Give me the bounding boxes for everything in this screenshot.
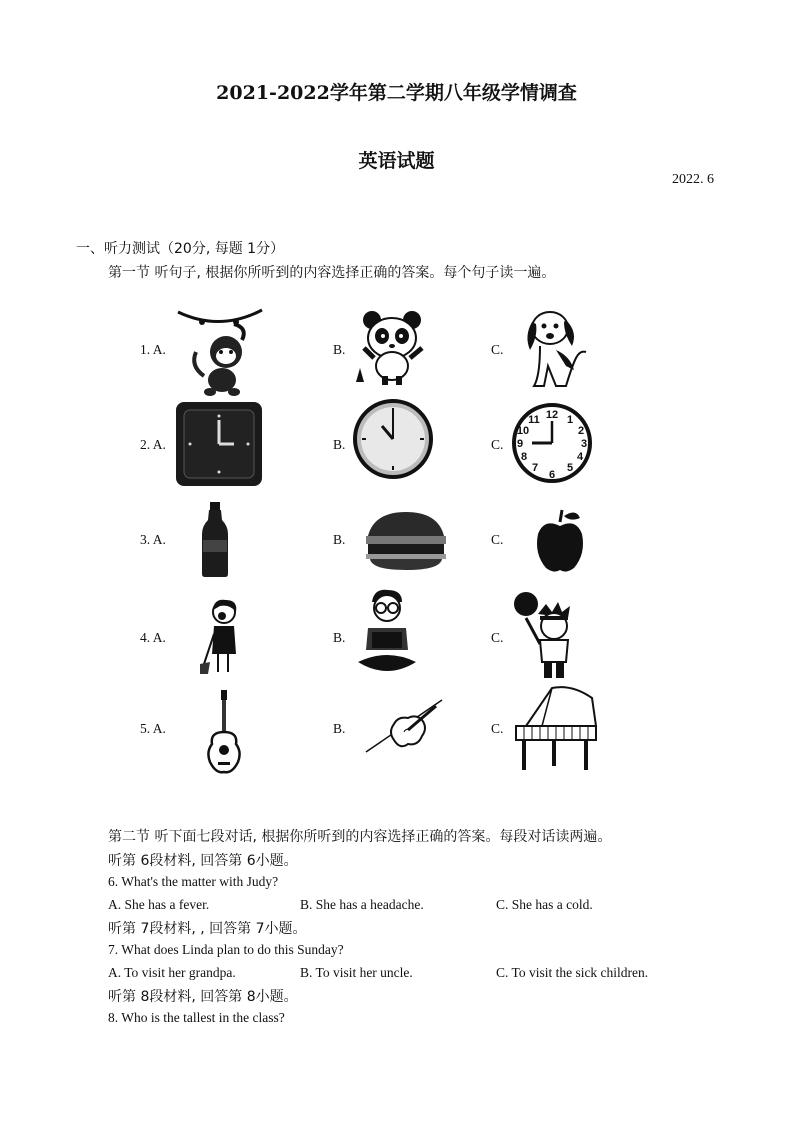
section1-instructions: 第一节 听句子, 根据你所听到的内容选择正确的答案。每个句子读一遍。 [108, 265, 556, 281]
row3-label-c: C. [491, 532, 504, 547]
row1-label-c: C. [491, 342, 504, 357]
row3-label-a: 3. A. [140, 532, 166, 547]
q6-option-b: B. She has a headache. [300, 897, 424, 912]
row4-label-c: C. [491, 630, 504, 645]
svg-text:12: 12 [545, 409, 559, 421]
svg-text:7: 7 [531, 462, 539, 474]
girl-sweeping-icon [200, 598, 244, 680]
row1-label-b: B. [333, 342, 346, 357]
q7-option-c: C. To visit the sick children. [496, 965, 649, 980]
row2-label-c: C. [491, 437, 504, 452]
bottle-icon [200, 500, 230, 578]
row4-label-b: B. [333, 630, 346, 645]
panda-icon [352, 308, 432, 386]
q7-question: 7. What does Linda plan to do this Sunday? [108, 942, 344, 957]
q8-intro: 听第 8段材料, 回答第 8小题。 [108, 989, 298, 1005]
row2-label-a: 2. A. [140, 437, 166, 452]
q6-intro: 听第 6段材料, 回答第 6小题。 [108, 853, 298, 869]
row1-label-a: 1. A. [140, 342, 166, 357]
svg-text:5: 5 [566, 462, 574, 474]
q6-option-a: A. She has a fever. [108, 897, 210, 912]
part-heading: 一、听力测试（20分, 每题 1分） [76, 241, 285, 257]
svg-text:2: 2 [577, 425, 585, 437]
svg-text:6: 6 [548, 469, 556, 481]
section2-instructions: 第二节 听下面七段对话, 根据你所听到的内容选择正确的答案。每段对话读两遍。 [108, 829, 612, 845]
violin-icon [364, 696, 444, 754]
dog-icon [520, 306, 590, 390]
guitar-icon [204, 688, 244, 774]
row5-label-c: C. [491, 721, 504, 736]
q7-intro: 听第 7段材料, , 回答第 7小题。 [108, 921, 307, 937]
square-clock-icon [174, 400, 264, 488]
row5-label-b: B. [333, 721, 346, 736]
exam-title: 2021-2022学年第二学期八年级学情调查 [216, 82, 577, 104]
svg-text:11: 11 [528, 414, 540, 426]
svg-text:8: 8 [520, 451, 528, 463]
exam-date: 2022. 6 [672, 172, 714, 187]
svg-text:4: 4 [576, 451, 584, 463]
q6-question: 6. What's the matter with Judy? [108, 874, 279, 889]
row4-label-a: 4. A. [140, 630, 166, 645]
row2-label-b: B. [333, 437, 346, 452]
piano-icon [512, 682, 598, 774]
boy-reading-icon [354, 588, 420, 680]
row3-label-b: B. [333, 532, 346, 547]
paper-subtitle: 英语试题 [358, 150, 435, 172]
q6-option-c: C. She has a cold. [496, 897, 593, 912]
monkey-icon [176, 306, 264, 398]
hamburger-icon [364, 508, 448, 572]
wall-clock-icon [352, 398, 434, 480]
svg-text:3: 3 [580, 438, 588, 450]
svg-text:9: 9 [516, 438, 524, 450]
apple-icon [534, 508, 586, 574]
q7-option-a: A. To visit her grandpa. [108, 965, 236, 980]
svg-text:10: 10 [516, 425, 530, 437]
row5-label-a: 5. A. [140, 721, 166, 736]
boy-basketball-icon [512, 590, 584, 684]
q7-option-b: B. To visit her uncle. [300, 965, 413, 980]
alarm-clock-icon [510, 402, 594, 484]
q8-question: 8. Who is the tallest in the class? [108, 1010, 285, 1025]
svg-text:1: 1 [566, 414, 574, 426]
